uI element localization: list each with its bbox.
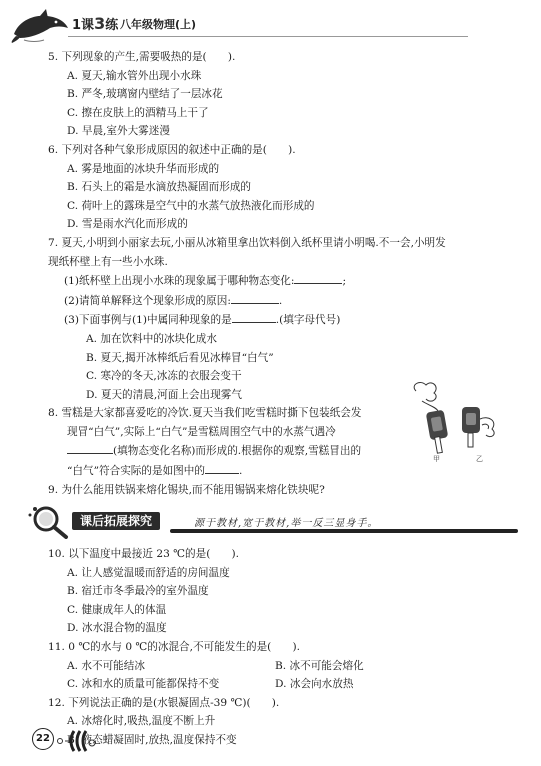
question-8-line-4 bbox=[48, 461, 518, 481]
book-title: 八年级物理(上) bbox=[120, 18, 197, 31]
dolphin-logo-icon bbox=[10, 8, 70, 44]
question-7-sub-3-end: .(填字母代号) bbox=[275, 314, 341, 327]
page-header bbox=[0, 0, 541, 48]
question-6-option-a: A. 雾是地面的冰块升华而形成的 bbox=[67, 162, 220, 175]
footer-decoration-icon bbox=[56, 727, 116, 753]
question-7-sub-1-end: ; bbox=[342, 275, 347, 288]
question-10-option-b: B. 宿迁市冬季最冷的室外温度 bbox=[67, 585, 209, 598]
question-6-option-d: D. 雪是雨水汽化而形成的 bbox=[67, 218, 188, 231]
question-5-stem: 5. 下列现象的产生,需要吸热的是( ). bbox=[48, 51, 236, 63]
question-11-row-2 bbox=[48, 675, 518, 694]
question-7-sub-2 bbox=[48, 291, 518, 311]
question-10 bbox=[48, 545, 518, 638]
question-8-line-4-text: “白气”符合实际的是如图中的 bbox=[67, 465, 205, 478]
page-number: 22 bbox=[32, 728, 54, 750]
question-11-option-c: C. 冰和水的质量可能都保持不变 bbox=[67, 678, 220, 691]
question-12-stem: 12. 下列说法正确的是(水银凝固点-39 ℃)( ). bbox=[48, 696, 280, 709]
question-5-option-b: B. 严冬,玻璃窗内壁结了一层冰花 bbox=[67, 88, 223, 101]
question-5-option-d: D. 早晨,室外大雾迷漫 bbox=[67, 125, 170, 138]
question-12-option-b: B. 液态蜡凝固时,放热,温度保持不变 bbox=[67, 733, 237, 746]
answer-blank[interactable] bbox=[294, 271, 342, 284]
question-10-option-d: D. 冰水混合物的温度 bbox=[67, 622, 167, 635]
answer-blank[interactable] bbox=[205, 461, 239, 474]
popsicle-b-figure bbox=[462, 407, 494, 463]
question-10-stem: 10. 以下温度中最接近 23 ℃的是( ). bbox=[48, 548, 240, 560]
question-7-line-1: 7. 夏天,小明到小丽家去玩,小丽从冰箱里拿出饮料倒入纸杯里请小明喝.不一会,小明发 bbox=[48, 236, 446, 249]
popsicle-a-figure bbox=[414, 383, 448, 463]
magnifier-mascot-icon bbox=[26, 503, 78, 539]
question-7-option-a: A. 加在饮料中的冰块化成水 bbox=[86, 332, 217, 345]
question-12-option-a: A. 冰熔化时,吸热,温度不断上升 bbox=[67, 715, 216, 728]
question-10-option-c: C. 健康成年人的体温 bbox=[67, 603, 167, 616]
question-6-option-b: B. 石头上的霜是水滴放热凝固而形成的 bbox=[67, 181, 252, 194]
series-logo bbox=[72, 14, 118, 33]
question-8-line-4-end: . bbox=[238, 465, 243, 478]
question-7-line-2: 现纸杯壁上有一些小水珠. bbox=[48, 255, 168, 268]
question-9-stem: 9. 为什么能用铁锅来熔化锡块,而不能用锡锅来熔化铁块呢? bbox=[48, 483, 325, 496]
header-divider bbox=[68, 36, 468, 37]
question-7-sub-1-text: (1)纸杯壁上出现小水珠的现象属于哪种物态变化: bbox=[64, 275, 295, 288]
banner-title: 课后拓展探究 bbox=[72, 512, 160, 530]
question-5 bbox=[48, 48, 518, 141]
series-num-1: 1 bbox=[72, 18, 82, 33]
question-7-sub-3-text: (3)下面事例与(1)中属同种现象的是 bbox=[64, 314, 232, 327]
series-char-lian: 练 bbox=[105, 18, 119, 33]
question-5-option-c: C. 擦在皮肤上的酒精马上干了 bbox=[67, 106, 209, 119]
popsicle-figure bbox=[402, 377, 502, 463]
question-7-option-b: B. 夏天,揭开冰棒纸后看见冰棒冒“白气” bbox=[86, 351, 274, 364]
question-7-sub-3 bbox=[48, 310, 518, 330]
question-10-option-a: A. 让人感觉温暖而舒适的房间温度 bbox=[67, 566, 230, 579]
question-7-sub-2-end: . bbox=[278, 294, 283, 307]
answer-blank[interactable] bbox=[231, 291, 279, 304]
series-num-3: 3 bbox=[94, 14, 106, 33]
series-char-ke: 课 bbox=[81, 18, 95, 33]
question-section-2 bbox=[48, 545, 518, 750]
question-8-line-1: 8. 雪糕是大家都喜爱吃的冷饮.夏天当我们吃雪糕时撕下包装纸会发 bbox=[48, 407, 362, 420]
question-6 bbox=[48, 141, 518, 234]
question-8-line-2: 现冒“白气”,实际上“白气”是雪糕周围空气中的水蒸气遇冷 bbox=[67, 425, 336, 438]
question-11-row-1 bbox=[48, 657, 518, 676]
question-11-stem: 11. 0 ℃的水与 0 ℃的冰混合,不可能发生的是( ). bbox=[48, 640, 300, 653]
question-6-option-c: C. 荷叶上的露珠是空气中的水蒸气放热液化而形成的 bbox=[67, 199, 315, 212]
question-7-option-c: C. 寒冷的冬天,冰冻的衣服会变干 bbox=[86, 370, 242, 383]
question-5-option-a: A. 夏天,输水管外出现小水珠 bbox=[67, 69, 202, 82]
question-7-option-d: D. 夏天的清晨,河面上会出现雾气 bbox=[86, 388, 242, 401]
question-11 bbox=[48, 638, 518, 694]
question-9 bbox=[48, 481, 518, 500]
section-banner bbox=[26, 503, 520, 539]
banner-slogan: 源于教材,宽于教材,举一反三显身手。 bbox=[194, 518, 379, 529]
question-12 bbox=[48, 694, 518, 750]
banner-underline bbox=[170, 529, 518, 533]
answer-blank[interactable] bbox=[67, 441, 113, 454]
question-11-option-b: B. 冰不可能会熔化 bbox=[275, 659, 364, 672]
question-11-option-d: D. 冰会向水放热 bbox=[275, 678, 354, 691]
question-8-line-3-text: (填物态变化名称)而形成的.根据你的观察,雪糕冒出的 bbox=[113, 445, 362, 458]
question-6-stem: 6. 下列对各种气象形成原因的叙述中正确的是( ). bbox=[48, 143, 296, 156]
question-11-option-a: A. 水不可能结冰 bbox=[67, 659, 145, 672]
question-7-sub-1 bbox=[48, 271, 518, 291]
figure-label-b: 乙 bbox=[476, 455, 483, 463]
answer-blank[interactable] bbox=[232, 310, 276, 323]
figure-label-a: 甲 bbox=[433, 455, 440, 463]
question-7-sub-2-text: (2)请简单解释这个现象形成的原因: bbox=[64, 294, 231, 307]
